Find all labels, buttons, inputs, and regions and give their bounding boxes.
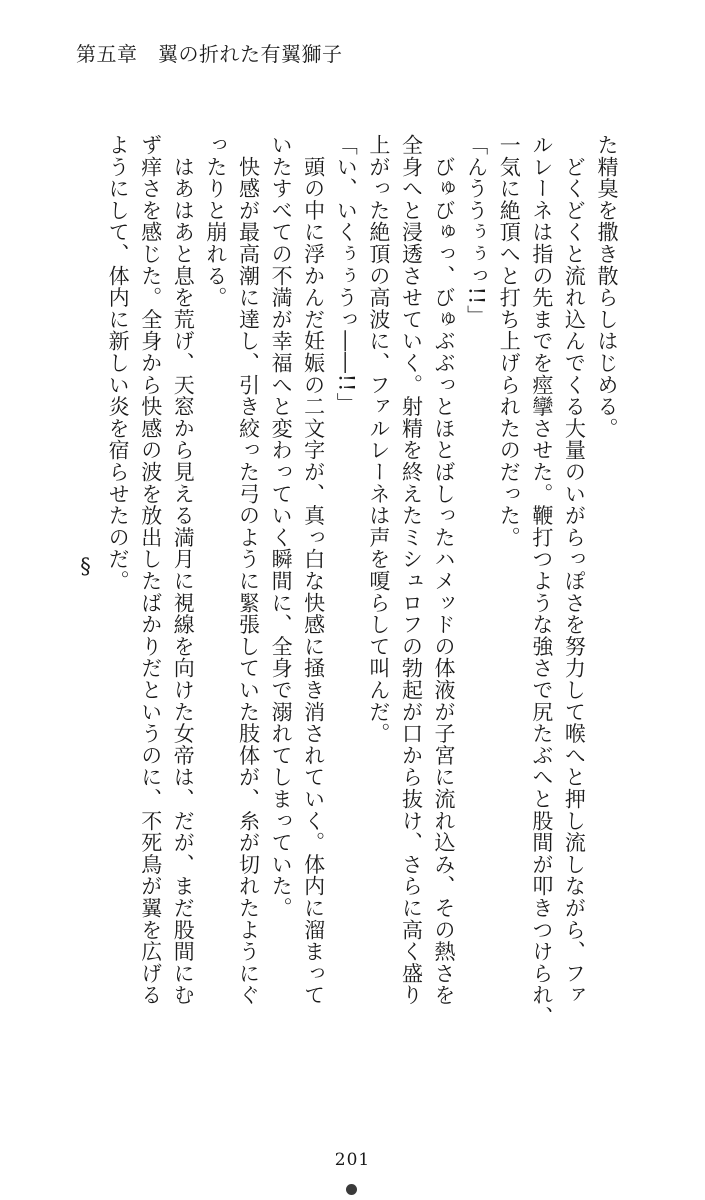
- text-column: ず痒さを感じた。全身から快感の波を放出したばかりだというのに、不死鳥が翼を広げる: [138, 134, 163, 1006]
- text-column: 全身へと浸透させていく。射精を終えたミシュロフの勃起が口から抜け、さらに高く盛り: [399, 134, 424, 1006]
- page-number: 201: [334, 1150, 371, 1170]
- text-column: どくどくと流れ込んでくる大量のいがらっぽさを努力して喉へと押し流しながら、ファ: [562, 134, 587, 1006]
- text-column: 頭の中に浮かんだ妊娠の二文字が、真っ白な快感に掻き消されていく。体内に溜まって: [301, 134, 326, 1006]
- dialogue-column: 「い、いくぅぅうっ――!!」: [334, 134, 359, 415]
- text-column: ルレーネは指の先までを痙攣させた。鞭打つような強さで尻たぶへと股間が叩きつけられ、: [529, 134, 554, 1028]
- text-column: 快感が最高潮に達し、引き絞った弓のように緊張していた肢体が、糸が切れたようにぐ: [236, 134, 261, 1006]
- text-column: ったりと崩れる。: [203, 134, 228, 309]
- text-column: ようにして、体内に新しい炎を宿らせたのだ。: [106, 134, 131, 592]
- page-dot-ornament: [346, 1184, 357, 1195]
- dialogue-column: 「んううぅぅっ!!」: [464, 134, 489, 327]
- text-column: 上がった絶頂の高波に、ファルレーネは声を嗄らして叫んだ。: [366, 134, 391, 745]
- section-break-mark: §: [73, 554, 98, 579]
- running-head-chapter-title: 第五章 翼の折れた有翼獅子: [76, 42, 343, 66]
- text-column: 一気に絶頂へと打ち上げられたのだった。: [497, 134, 522, 549]
- text-column: いたすべての不満が幸福へと変わっていく瞬間に、全身で溺れてしまっていた。: [269, 134, 294, 919]
- text-column: た精臭を撒き散らしはじめる。: [595, 134, 619, 440]
- vertical-body-text: [69, 134, 623, 1028]
- text-column: びゅびゅっ、びゅぶぶっとほとばしったハメッドの体液が子宮に流れ込み、その熱さを: [432, 134, 457, 1006]
- text-column: はあはあと息を荒げ、天窓から見える満月に視線を向けた女帝は、だが、まだ股間にむ: [171, 134, 196, 1006]
